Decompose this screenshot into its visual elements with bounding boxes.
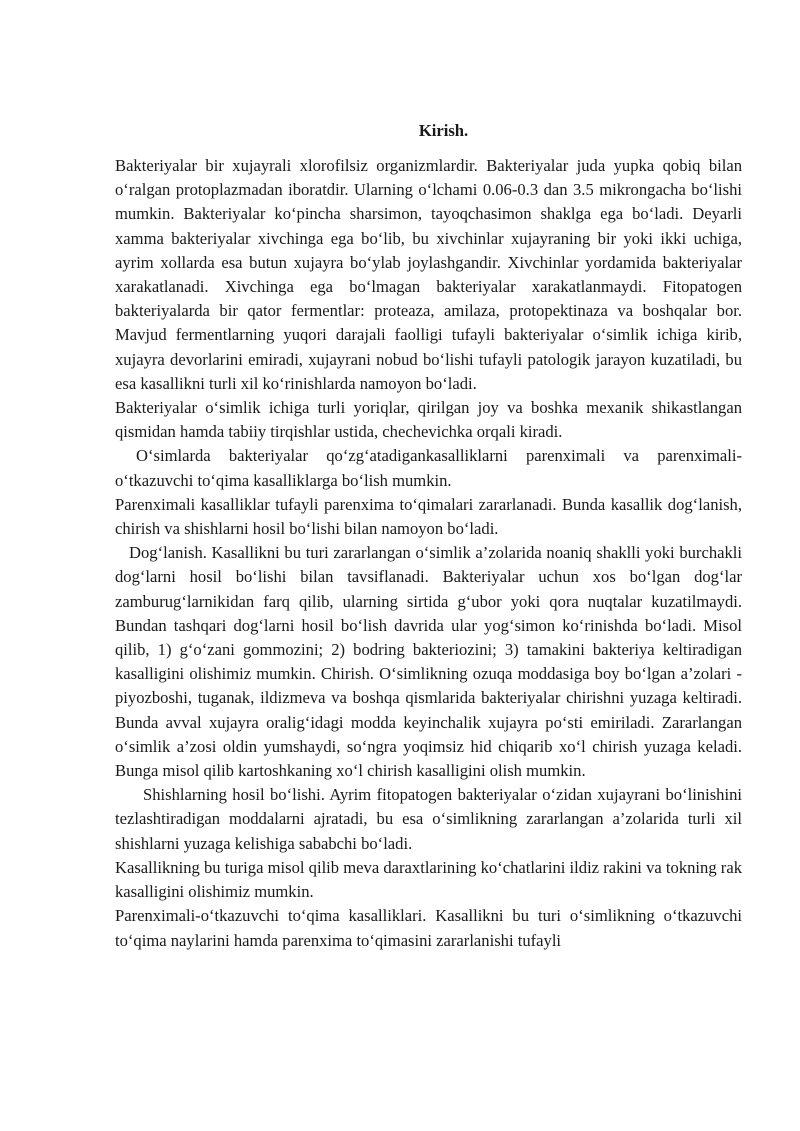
paragraph-spotting-and-rot: Dog‘lanish. Kasallikni bu turi zararlangan o‘simlik a’zolarida noaniq shaklli yoki burchakli dog‘larni hosil bo‘lishi bilan tavsiflanadi. Bakteriyalar uchun xos bo‘lgan dog‘lar zamburug‘larnikidan farq qilib, ularning sirtida g‘ubor yoki qora nuqtalar kuzatilmaydi. Bundan tashqari dog‘larni hosil bo‘lish davrida ular yog‘simon ko‘rinishda bo‘ladi. Misol qilib, 1) g‘o‘zani gommozini; 2) bodring bakteriozini; 3) tamakini bakteriya keltiradigan kasalligini olishimiz mumkin. Chirish. O‘simlikning ozuqa moddasiga boy bo‘lgan a’zolari -piyozboshi, tuganak, ildizmeva va boshqa qismlarida bakteriyalar chirishni yuzaga keltiradi. Bunda avval xujayra oralig‘idagi modda keyinchalik xujayra po‘sti emiriladi. Zararlangan o‘simlik a’zosi oldin yumshaydi, so‘ngra yoqimsiz hid chiqarib xo‘l chirish yuzaga keladi. Bunga misol qilib kartoshkaning xo‘l chirish kasalligini olish mumkin. <box>115 543 742 781</box>
document-body <box>115 118 742 953</box>
paragraph-entry-routes: Bakteriyalar o‘simlik ichiga turli yoriqlar, qirilgan joy va boshka mexanik shikastlangan qismidan hamda tabiiy tirqishlar ustida, chechevichka orqali kiradi. <box>115 398 742 442</box>
paragraph-introduction: Bakteriyalar bir xujayrali xlorofilsiz organizmlardir. Bakteriyalar juda yupka qobiq bilan o‘ralgan protoplazmadan iboratdir. Ularning o‘lchami 0.06-0.3 dan 3.5 mikrongacha bo‘lishi mumkin. Bakteriyalar ko‘pincha sharsimon, tayoqchasimon shaklga ega bo‘ladi. Deyarli xamma bakteriyalar xivchinga ega bo‘lib, bu xivchinlar xujayraning bir yoki ikki uchiga, ayrim xollarda esa butun xujayra bo‘ylab joylashgandir. Xivchinlar yordamida bakteriyalar xarakatlanadi. Xivchinga ega bo‘lmagan bakteriyalar xarakatlanmaydi. Fitopatogen bakteriyalarda bir qator fermentlar: proteaza, amilaza, protopektinaza va boshqalar bor. Mavjud fermentlarning yuqori darajali faolligi tufayli bakteriyalar o‘simlik ichiga kirib, xujayra devorlarini emiradi, xujayrani nobud bo‘lishi tufayli patologik jarayon kuzatiladi, bu esa kasallikni turli xil ko‘rinishlarda namoyon bo‘ladi. <box>115 156 742 393</box>
paragraph-vascular-diseases: Parenximali-o‘tkazuvchi to‘qima kasalliklari. Kasallikni bu turi o‘simlikning o‘tkazuvchi to‘qima naylarini hamda parenxima to‘qimasini zararlanishi tufayli <box>115 906 742 950</box>
paragraph-tumor-formation: Shishlarning hosil bo‘lishi. Ayrim fitopatogen bakteriyalar o‘zidan xujayrani bo‘linishini tezlashtiradigan moddalarni ajratadi, bu esa o‘simlikning zararlangan a’zolarida turli xil shishlarni yuzaga kelishiga sababchi bo‘ladi. <box>115 785 742 853</box>
paragraph-tumor-examples: Kasallikning bu turiga misol qilib meva daraxtlarining ko‘chatlarini ildiz rakini va tokning rak kasalligini olishimiz mumkin. <box>115 857 742 902</box>
paragraph-disease-classification: O‘simlarda bakteriyalar qo‘zg‘atadigankasalliklarni parenximali va parenximali-o‘tkazuvchi to‘qima kasalliklarga bo‘lish mumkin. <box>115 446 742 490</box>
paragraph-parenchymal-diseases: Parenximali kasalliklar tufayli parenxima to‘qimalari zararlanadi. Bunda kasallik dog‘lanish, chirish va shishlarni hosil bo‘lishi bilan namoyon bo‘ladi. <box>115 494 742 539</box>
document-title: Kirish. <box>418 121 469 140</box>
